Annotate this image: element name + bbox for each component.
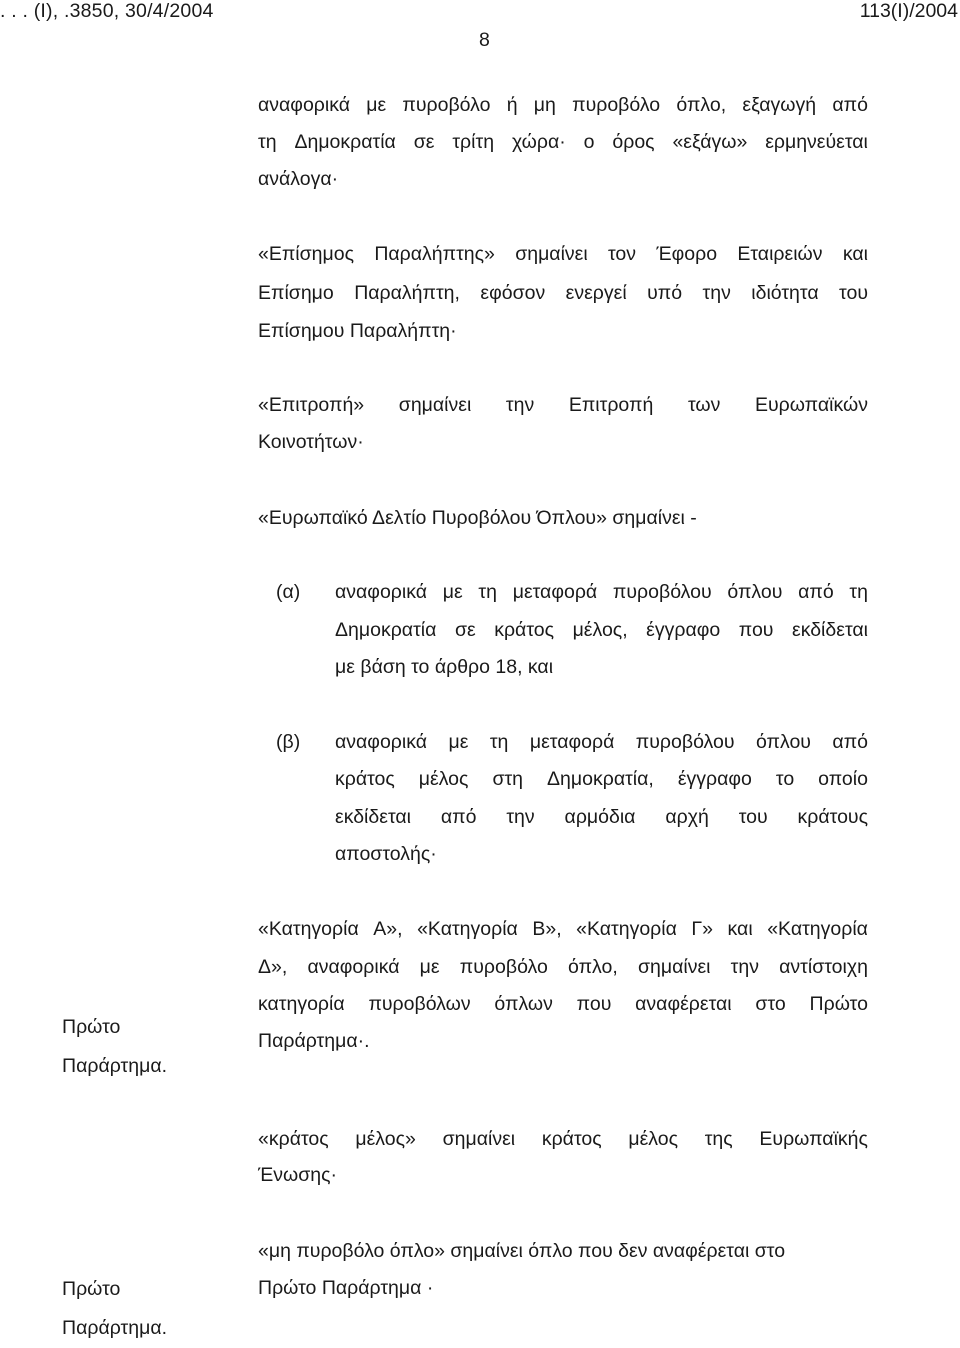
word: το <box>775 768 795 790</box>
word: «Κατηγορία <box>258 918 359 940</box>
word: όπλου <box>755 731 811 753</box>
p6-line-2: Ένωσης· <box>258 1164 338 1186</box>
word: όρος <box>612 131 655 153</box>
item-a-line-1 <box>335 581 868 604</box>
word: «Επίσημος <box>258 243 354 265</box>
word: από <box>440 806 477 828</box>
word: Εταιρειών <box>737 243 823 265</box>
word: Δημοκρατία <box>335 619 437 641</box>
word: Παραλήπτη, <box>354 282 460 304</box>
word: σημαίνει <box>398 394 472 416</box>
p5-line-4: Παράρτημα·. <box>258 1030 370 1052</box>
word: του <box>738 806 768 828</box>
word: ή <box>506 94 518 116</box>
word: του <box>839 282 868 304</box>
word: από <box>832 731 868 753</box>
word: τη <box>489 731 509 753</box>
word: πυροβόλο <box>402 94 491 116</box>
word: μέλος <box>418 768 469 790</box>
word: έγγραφο <box>646 619 721 641</box>
word: στη <box>492 768 524 790</box>
word: όπλο, <box>568 956 618 978</box>
word: τη <box>258 131 277 153</box>
margin-note-2-line-2: Παράρτημα. <box>62 1317 168 1339</box>
word: σημαίνει <box>442 1128 516 1150</box>
word: σημαίνει <box>637 956 711 978</box>
word: εξαγωγή <box>742 94 817 116</box>
word: κράτους <box>797 806 868 828</box>
word: Πρώτο <box>809 993 868 1015</box>
p2-line-3: Επίσημου Παραλήπτη· <box>258 320 457 342</box>
word: Επίσημο <box>258 282 334 304</box>
item-a-line-3: με βάση το άρθρο 18, και <box>335 656 554 678</box>
word: με <box>366 94 387 116</box>
word: Ευρωπαϊκών <box>754 394 868 416</box>
p5-line-1 <box>258 918 868 941</box>
p6-line-1 <box>258 1128 868 1151</box>
margin-note-1 <box>62 1008 167 1086</box>
word: και <box>842 243 868 265</box>
word: σε <box>454 619 476 641</box>
word: των <box>687 394 721 416</box>
word: οποίο <box>818 768 868 790</box>
word: ιδιότητα <box>751 282 819 304</box>
header-reference: . . . (Ι), .3850, 30/4/2004 <box>0 0 214 22</box>
word: μη <box>533 94 556 116</box>
word: Β», <box>532 918 562 940</box>
word: Ευρωπαϊκής <box>759 1128 868 1150</box>
p7-line-2: Πρώτο Παράρτημα · <box>258 1277 434 1299</box>
word: Παραλήπτης» <box>374 243 495 265</box>
margin-note-1-line-1: Πρώτο <box>62 1016 121 1038</box>
word: τον <box>608 243 637 265</box>
p2-line-2 <box>258 282 868 305</box>
word: που <box>738 619 774 641</box>
word: τη <box>849 581 868 603</box>
p5-line-2 <box>258 956 868 979</box>
word: αρχή <box>665 806 709 828</box>
word: έγγραφο <box>677 768 752 790</box>
word: με <box>442 581 463 603</box>
word: μέλος <box>628 1128 678 1150</box>
word: με <box>448 731 469 753</box>
p4-definition: «Ευρωπαϊκό Δελτίο Πυροβόλου Όπλου» σημαίνει - <box>258 507 697 529</box>
word: πυροβόλου <box>612 581 712 603</box>
word: κράτος <box>335 768 395 790</box>
word: Δημοκρατία, <box>547 768 654 790</box>
word: αναφορικά <box>258 94 350 116</box>
word: ερμηνεύεται <box>765 131 868 153</box>
word: «εξάγω» <box>672 131 748 153</box>
word: εκδίδεται <box>792 619 868 641</box>
item-b-label: (β) <box>276 731 301 753</box>
word: πυροβόλο <box>572 94 661 116</box>
word: αντίστοιχη <box>779 956 868 978</box>
p1-line-3: ανάλογα· <box>258 168 339 190</box>
word: και <box>727 918 753 940</box>
p1-line-1 <box>258 94 868 117</box>
word: αναφορικά <box>335 731 427 753</box>
word: όπλων <box>494 993 553 1015</box>
word: τη <box>478 581 497 603</box>
word: πυροβόλων <box>368 993 471 1015</box>
word: σημαίνει <box>515 243 588 265</box>
word: όπλο, <box>676 94 727 116</box>
p2-line-1 <box>258 243 868 266</box>
item-b-line-3 <box>335 806 868 829</box>
page-number: 8 <box>479 29 490 51</box>
word: αναφορικά <box>335 581 427 603</box>
word: αρμόδια <box>564 806 636 828</box>
word: την <box>506 806 535 828</box>
word: «κράτος <box>258 1128 329 1150</box>
word: αναφορικά <box>307 956 400 978</box>
word: από <box>798 581 834 603</box>
word: μεταφορά <box>529 731 615 753</box>
word: πυροβόλο <box>459 956 548 978</box>
word: «Επιτροπή» <box>258 394 365 416</box>
word: «Κατηγορία <box>576 918 677 940</box>
p7-line-1: «μη πυροβόλο όπλο» σημαίνει όπλο που δεν αναφέρεται στο <box>258 1240 786 1262</box>
word: τρίτη <box>452 131 495 153</box>
word: κράτος <box>494 619 555 641</box>
p3-line-2: Κοινοτήτων· <box>258 431 364 453</box>
word: μεταφορά <box>512 581 598 603</box>
word: όπλου <box>727 581 783 603</box>
word: εκδίδεται <box>335 806 411 828</box>
word: «Κατηγορία <box>767 918 868 940</box>
word: Δημοκρατία <box>294 131 396 153</box>
p5-line-3 <box>258 993 868 1016</box>
word: πυροβόλου <box>635 731 735 753</box>
word: που <box>576 993 612 1015</box>
word: αναφέρεται <box>635 993 732 1015</box>
word: την <box>702 282 731 304</box>
word: την <box>730 956 759 978</box>
word: υπό <box>647 282 683 304</box>
word: κράτος <box>541 1128 602 1150</box>
word: Δ», <box>258 956 288 978</box>
word: της <box>704 1128 733 1150</box>
word: εφόσον <box>480 282 546 304</box>
p3-line-1 <box>258 394 868 417</box>
item-b-line-1 <box>335 731 868 754</box>
word: Γ» <box>691 918 714 940</box>
p1-line-2 <box>258 131 868 154</box>
word: μέλος» <box>355 1128 416 1150</box>
item-b-line-4: αποστολής· <box>335 843 437 865</box>
margin-note-1-line-2: Παράρτημα. <box>62 1055 168 1077</box>
item-a-label: (α) <box>276 581 301 603</box>
word: «Κατηγορία <box>417 918 518 940</box>
item-b-line-2 <box>335 768 868 791</box>
item-a-line-2 <box>335 619 868 642</box>
margin-note-2-line-1: Πρώτο <box>62 1278 121 1300</box>
word: ενεργεί <box>565 282 627 304</box>
word: με <box>419 956 440 978</box>
word: Επιτροπή <box>568 394 654 416</box>
word: κατηγορία <box>258 993 345 1015</box>
word: Έφορο <box>656 243 718 265</box>
word: μέλος, <box>572 619 628 641</box>
word: χώρα· <box>511 131 566 153</box>
margin-note-2 <box>62 1270 167 1348</box>
word: σε <box>413 131 435 153</box>
word: ο <box>583 131 595 153</box>
word: την <box>505 394 535 416</box>
word: από <box>832 94 868 116</box>
word: Α», <box>373 918 403 940</box>
word: στο <box>755 993 786 1015</box>
header-law-number: 113(Ι)/2004 <box>859 0 958 22</box>
